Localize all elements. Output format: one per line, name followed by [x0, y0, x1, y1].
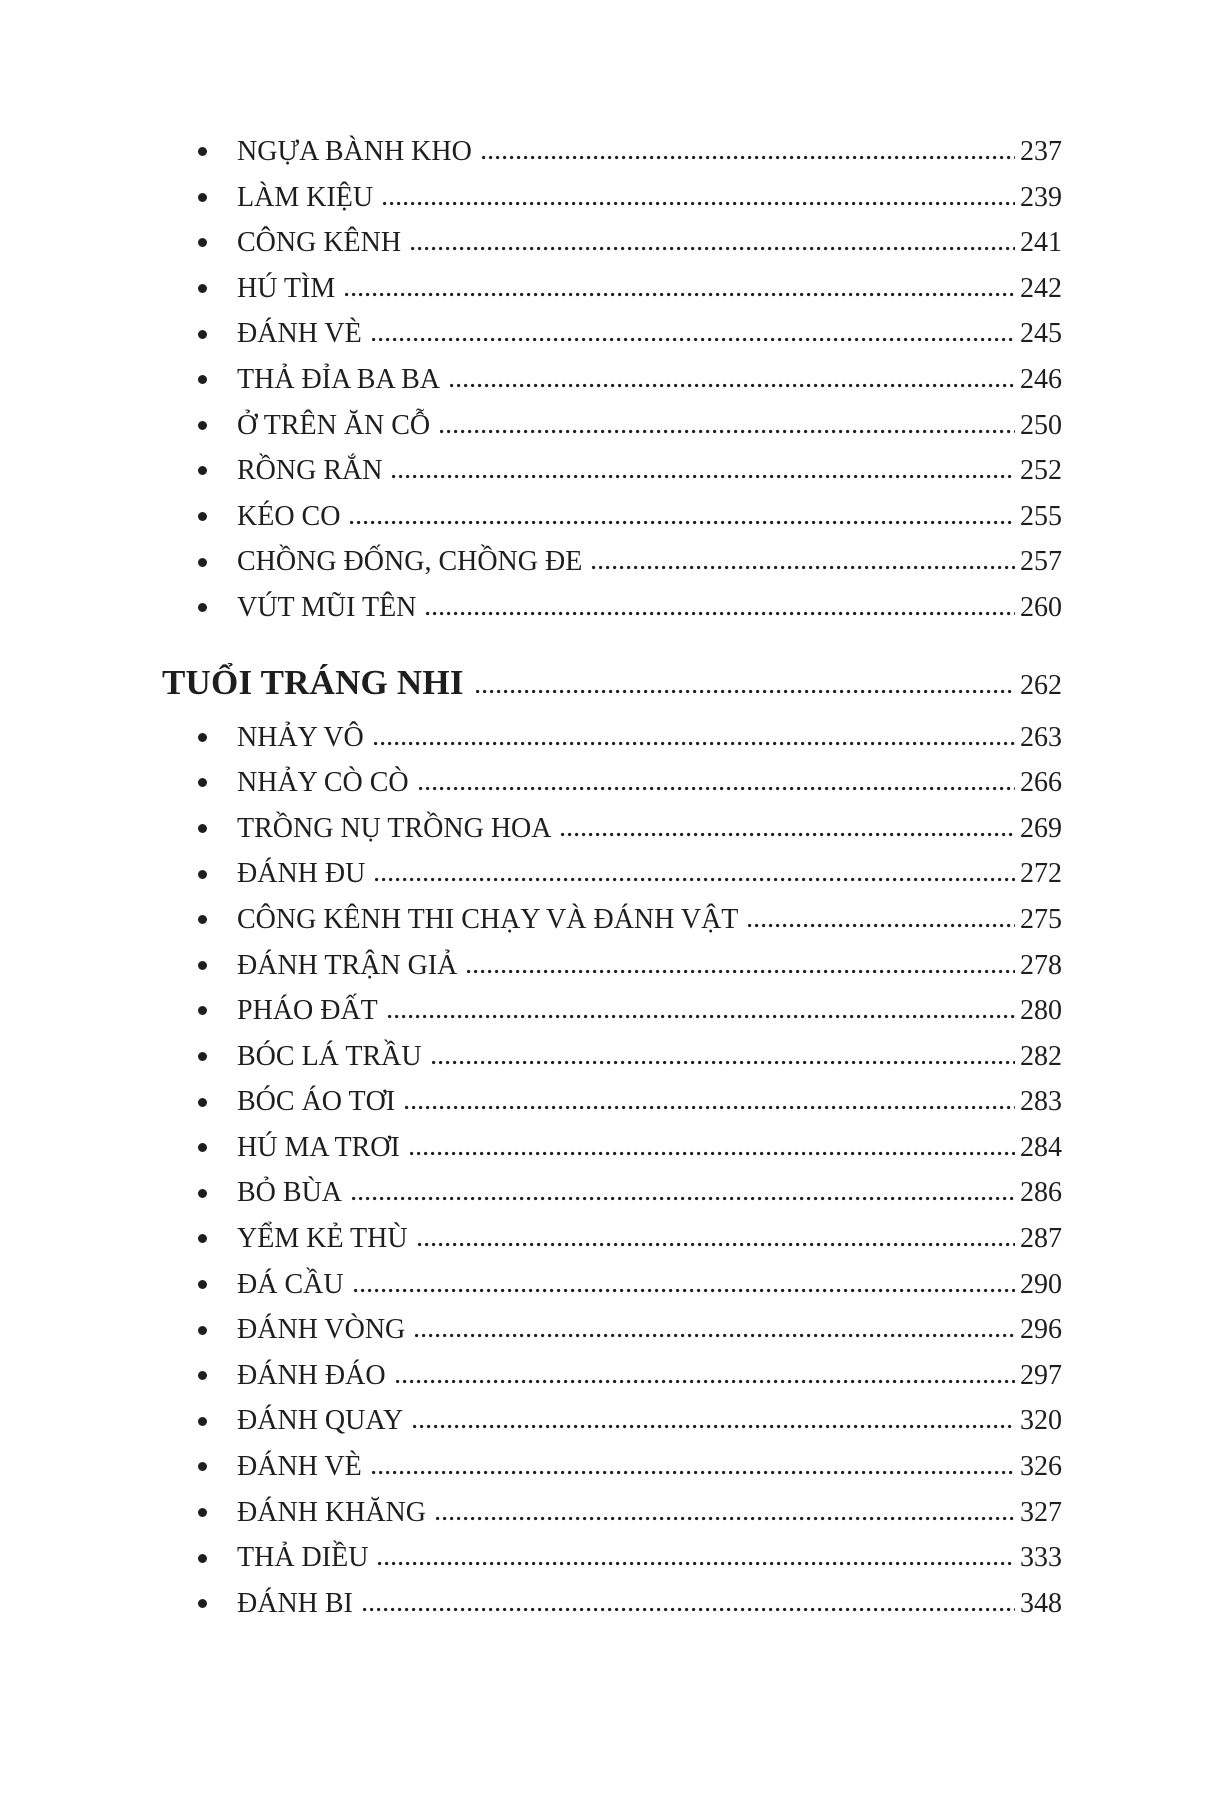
dot-leader [440, 429, 1015, 434]
bullet-icon [198, 1052, 207, 1061]
toc-entry-page-number: 286 [1020, 1177, 1062, 1209]
toc-entry-title: CÔNG KÊNH THI CHẠY VÀ ĐÁNH VẬT [237, 903, 739, 935]
toc-entry-title: ĐÁNH BI [237, 1587, 353, 1619]
toc-entry-title: LÀM KIỆU [237, 181, 374, 213]
toc-entry-title: NHẢY VÔ [237, 721, 364, 753]
toc-entry-page-number: 255 [1020, 500, 1062, 532]
bullet-icon [198, 558, 207, 567]
toc-entry [162, 220, 1062, 266]
toc-entry-page-number: 278 [1020, 949, 1062, 981]
dot-leader [432, 1060, 1015, 1065]
toc-entry-title: BỎ BÙA [237, 1177, 343, 1209]
toc-entry-title: YỂM KẺ THÙ [237, 1223, 408, 1255]
toc-entry-title: VÚT MŨI TÊN [237, 591, 417, 623]
toc-entry-page-number: 348 [1020, 1587, 1062, 1619]
toc-entry-page-number: 263 [1020, 721, 1062, 753]
bullet-icon [198, 1143, 207, 1152]
toc-entry [162, 1262, 1062, 1308]
dot-leader [392, 474, 1015, 479]
toc-entry-title: KÉO CO [237, 500, 341, 532]
toc-entry [162, 1353, 1062, 1399]
dot-leader [436, 1516, 1015, 1521]
toc-entry-page-number: 326 [1020, 1451, 1062, 1483]
dot-leader [372, 1470, 1015, 1475]
dot-leader [372, 337, 1015, 342]
dot-leader [375, 877, 1015, 882]
toc-entry-title: ĐÁNH QUAY [237, 1405, 404, 1437]
toc-entry [162, 1490, 1062, 1536]
bullet-icon [198, 1006, 207, 1015]
toc-entry-page-number: 252 [1020, 455, 1062, 487]
toc-entry-title: NHẢY CÒ CÒ [237, 767, 409, 799]
toc-entry [162, 943, 1062, 989]
toc-entry [162, 129, 1062, 175]
toc-entry-page-number: 275 [1020, 903, 1062, 935]
dot-leader [748, 923, 1015, 928]
toc-entry-page-number: 284 [1020, 1131, 1062, 1163]
dot-leader [378, 1561, 1015, 1566]
toc-entry [162, 539, 1062, 585]
toc-entry-title: THẢ ĐỈA BA BA [237, 363, 441, 395]
bullet-icon [198, 915, 207, 924]
toc-entry [162, 715, 1062, 761]
dot-leader [467, 969, 1015, 974]
toc-entry-page-number: 283 [1020, 1086, 1062, 1118]
toc-entry-page-number: 257 [1020, 546, 1062, 578]
bullet-icon [198, 1508, 207, 1517]
toc-entry-title: Ở TRÊN ĂN CỖ [237, 409, 431, 441]
toc-entry [162, 760, 1062, 806]
toc-entry-title: ĐÁNH ĐU [237, 858, 366, 890]
dot-leader [363, 1607, 1015, 1612]
dot-leader [476, 689, 1015, 694]
dot-leader [345, 292, 1015, 297]
toc-entry-page-number: 237 [1020, 136, 1062, 167]
bullet-icon [198, 778, 207, 787]
toc-entry-title: CÔNG KÊNH [237, 227, 402, 259]
bullet-icon [198, 603, 207, 612]
bullet-icon [198, 330, 207, 339]
toc-entry-page-number: 241 [1020, 227, 1062, 259]
toc-entry-page-number: 269 [1020, 812, 1062, 844]
toc-entry [162, 494, 1062, 540]
toc-entry [162, 988, 1062, 1034]
bullet-icon [198, 870, 207, 879]
toc-entry-page-number: 296 [1020, 1314, 1062, 1346]
toc-entry-title: RỒNG RẮN [237, 455, 383, 487]
toc-entry-title: ĐÁ CẦU [237, 1268, 344, 1300]
dot-leader [419, 786, 1015, 791]
toc-entry-title: NGỰA BÀNH KHO [237, 136, 472, 167]
bullet-icon [198, 512, 207, 521]
dot-leader [413, 1424, 1015, 1429]
bullet-icon [198, 1189, 207, 1198]
bullet-icon [198, 824, 207, 833]
toc-entry-page-number: 290 [1020, 1268, 1062, 1300]
toc-entry [162, 311, 1062, 357]
toc-entry-page-number: 272 [1020, 858, 1062, 890]
bullet-icon [198, 1326, 207, 1335]
dot-leader [374, 741, 1015, 746]
toc-entry [162, 1398, 1062, 1444]
dot-leader [350, 520, 1015, 525]
toc-entry-page-number: 239 [1020, 181, 1062, 213]
bullet-icon [198, 1554, 207, 1563]
toc-entry [162, 1216, 1062, 1262]
toc-entry [162, 403, 1062, 449]
bullet-icon [198, 421, 207, 430]
toc-entry [162, 1079, 1062, 1125]
bullet-icon [198, 961, 207, 970]
toc-entry [162, 1444, 1062, 1490]
toc-entry-page-number: 287 [1020, 1223, 1062, 1255]
dot-leader [418, 1242, 1015, 1247]
toc-entry-page-number: 297 [1020, 1359, 1062, 1391]
toc-section-heading-row [162, 655, 1062, 711]
dot-leader [388, 1014, 1015, 1019]
toc-entry-title: CHỒNG ĐỐNG, CHỒNG ĐE [237, 546, 583, 578]
toc-entry [162, 266, 1062, 312]
bullet-icon [198, 1417, 207, 1426]
toc-entry [162, 1170, 1062, 1216]
toc-entry [162, 1535, 1062, 1581]
dot-leader [354, 1288, 1015, 1293]
toc-entry-page-number: 250 [1020, 409, 1062, 441]
toc-entry [162, 1125, 1062, 1171]
toc-entry-title: ĐÁNH ĐÁO [237, 1359, 386, 1391]
toc-section-lower [162, 715, 1062, 1627]
dot-leader [592, 565, 1015, 570]
dot-leader [396, 1379, 1015, 1384]
dot-leader [415, 1333, 1015, 1338]
toc-entry-page-number: 260 [1020, 591, 1062, 623]
toc-entry [162, 357, 1062, 403]
bullet-icon [198, 238, 207, 247]
dot-leader [426, 611, 1015, 616]
toc-entry-page-number: 246 [1020, 363, 1062, 395]
bullet-icon [198, 1098, 207, 1107]
toc-entry-page-number: 280 [1020, 995, 1062, 1027]
dot-leader [450, 383, 1015, 388]
section-heading-title: TUỔI TRÁNG NHI [162, 662, 464, 702]
toc-entry [162, 1581, 1062, 1627]
bullet-icon [198, 1371, 207, 1380]
bullet-icon [198, 375, 207, 384]
bullet-icon [198, 466, 207, 475]
dot-leader [352, 1196, 1015, 1201]
toc-entry [162, 897, 1062, 943]
dot-leader [410, 1151, 1015, 1156]
toc-entry-title: ĐÁNH VÒNG [237, 1314, 406, 1346]
toc-entry-page-number: 266 [1020, 767, 1062, 799]
toc-entry [162, 448, 1062, 494]
bullet-icon [198, 1462, 207, 1471]
toc-entry-title: THẢ DIỀU [237, 1542, 369, 1574]
bullet-icon [198, 1280, 207, 1289]
toc-entry-page-number: 242 [1020, 272, 1062, 304]
bullet-icon [198, 147, 207, 156]
toc-entry [162, 806, 1062, 852]
toc-entry [162, 1034, 1062, 1080]
bullet-icon [198, 1234, 207, 1243]
toc-entry-title: ĐÁNH TRẬN GIẢ [237, 949, 458, 981]
bullet-icon [198, 193, 207, 202]
toc-entry-title: BÓC LÁ TRẦU [237, 1040, 422, 1072]
toc-entry-title: ĐÁNH VÈ [237, 318, 362, 350]
bullet-icon [198, 1599, 207, 1608]
toc-entry-page-number: 320 [1020, 1405, 1062, 1437]
dot-leader [383, 201, 1015, 206]
toc-entry-title: BÓC ÁO TƠI [237, 1086, 396, 1118]
dot-leader [482, 155, 1015, 160]
toc-entry [162, 585, 1062, 631]
toc-entry-page-number: 282 [1020, 1040, 1062, 1072]
dot-leader [561, 832, 1015, 837]
toc-entry-page-number: 327 [1020, 1496, 1062, 1528]
toc-entry [162, 175, 1062, 221]
bullet-icon [198, 733, 207, 742]
toc-section-upper [162, 129, 1062, 631]
toc-entry-title: PHÁO ĐẤT [237, 995, 378, 1027]
bullet-icon [198, 284, 207, 293]
dot-leader [411, 246, 1015, 251]
dot-leader [405, 1105, 1015, 1110]
toc-entry-title: ĐÁNH KHĂNG [237, 1496, 426, 1528]
toc-entry-title: ĐÁNH VÈ [237, 1451, 362, 1483]
toc-entry-page-number: 333 [1020, 1542, 1062, 1574]
toc-entry [162, 851, 1062, 897]
toc-entry-title: HÚ TÌM [237, 272, 336, 304]
toc-entry-page-number: 245 [1020, 318, 1062, 350]
toc-entry-title: TRỒNG NỤ TRỒNG HOA [237, 812, 552, 844]
toc-entry [162, 1307, 1062, 1353]
section-heading-page-number: 262 [1020, 669, 1062, 701]
toc-entry-title: HÚ MA TRƠI [237, 1131, 400, 1163]
